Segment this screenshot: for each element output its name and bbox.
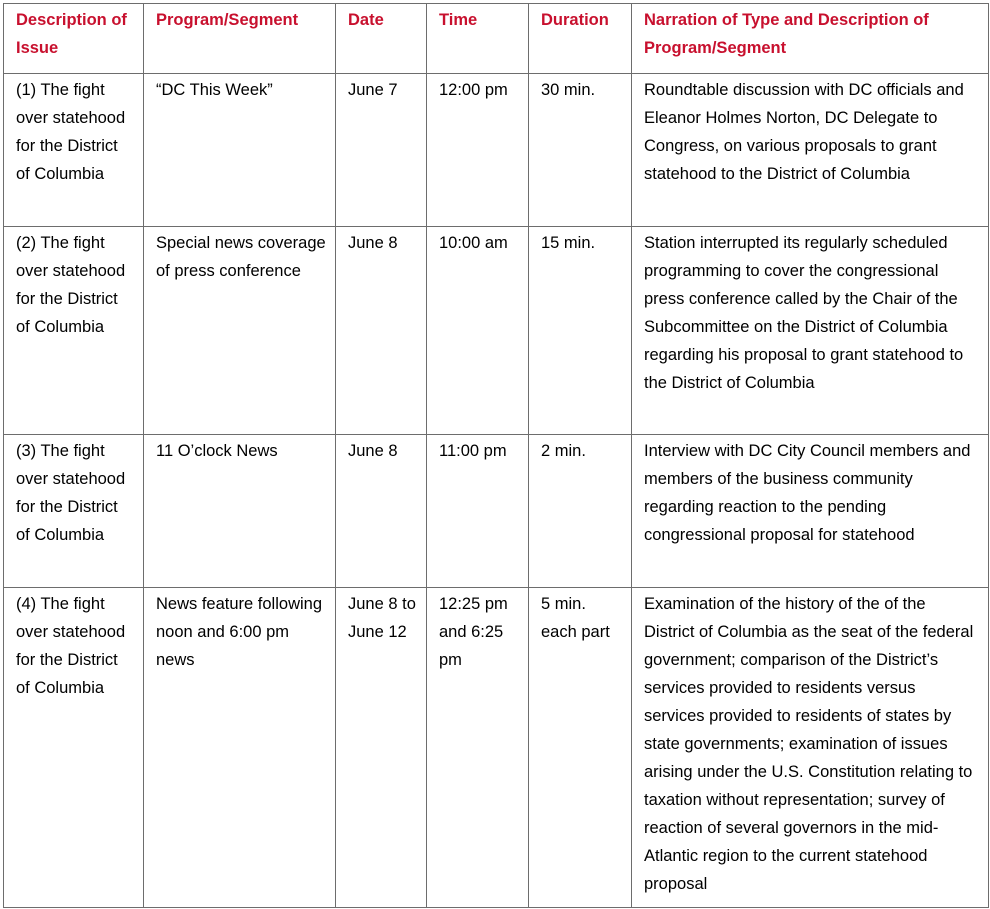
cell-date: June 8 to June 12 <box>336 588 427 908</box>
cell-time: 12:00 pm <box>427 74 529 227</box>
table-row <box>4 588 989 908</box>
cell-duration: 5 min. each part <box>529 588 632 908</box>
cell-issue: (3) The fight over statehood for the District of Columbia <box>4 435 144 588</box>
table-row <box>4 227 989 435</box>
cell-narration: Interview with DC City Council members and members of the business community regarding reaction to the pending congressional proposal for statehood <box>632 435 989 588</box>
table-row <box>4 74 989 227</box>
table-row <box>4 435 989 588</box>
cell-duration: 2 min. <box>529 435 632 588</box>
header-date: Date <box>336 4 427 74</box>
cell-time: 10:00 am <box>427 227 529 435</box>
cell-program: Special news coverage of press conference <box>144 227 336 435</box>
cell-narration: Examination of the history of the of the District of Columbia as the seat of the federal government; comparison of the District’s services provided to residents versus services provided to residents of states by state governments; examination of issues arising under the U.S. Constitution relating to taxation without representation; survey of reaction of several governors in the mid-Atlantic region to the current statehood proposal <box>632 588 989 908</box>
cell-date: June 8 <box>336 435 427 588</box>
header-program-segment: Program/Segment <box>144 4 336 74</box>
issues-programs-table <box>3 3 989 908</box>
table-header-row <box>4 4 989 74</box>
header-time: Time <box>427 4 529 74</box>
cell-issue: (4) The fight over statehood for the District of Columbia <box>4 588 144 908</box>
cell-time: 12:25 pm and 6:25 pm <box>427 588 529 908</box>
cell-duration: 30 min. <box>529 74 632 227</box>
cell-narration: Roundtable discussion with DC officials and Eleanor Holmes Norton, DC Delegate to Congress, on various proposals to grant statehood to the District of Columbia <box>632 74 989 227</box>
header-duration: Duration <box>529 4 632 74</box>
cell-duration: 15 min. <box>529 227 632 435</box>
cell-issue: (1) The fight over statehood for the District of Columbia <box>4 74 144 227</box>
cell-date: June 8 <box>336 227 427 435</box>
cell-time: 11:00 pm <box>427 435 529 588</box>
cell-program: 11 O’clock News <box>144 435 336 588</box>
header-description-of-issue: Description of Issue <box>4 4 144 74</box>
cell-program: “DC This Week” <box>144 74 336 227</box>
cell-date: June 7 <box>336 74 427 227</box>
cell-program: News feature following noon and 6:00 pm news <box>144 588 336 908</box>
header-narration: Narration of Type and Description of Program/Segment <box>632 4 989 74</box>
cell-narration: Station interrupted its regularly scheduled programming to cover the congressional press conference called by the Chair of the Subcommittee on the District of Columbia regarding his proposal to grant statehood to the District of Columbia <box>632 227 989 435</box>
cell-issue: (2) The fight over statehood for the District of Columbia <box>4 227 144 435</box>
